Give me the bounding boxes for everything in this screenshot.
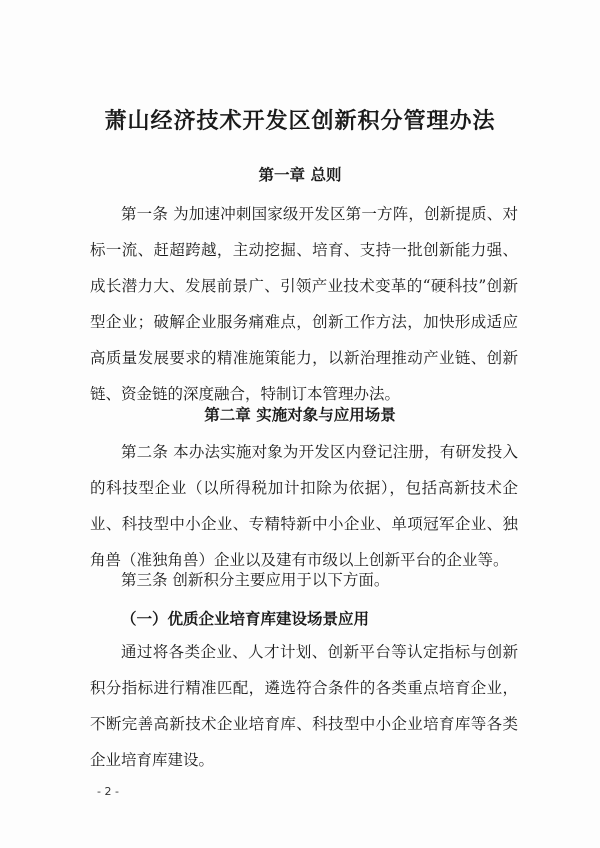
section-heading-1: （一）优质企业培育库建设场景应用 xyxy=(121,610,370,628)
page-number: - 2 - xyxy=(97,785,119,798)
article-2: 第二条 本办法实施对象为开发区内登记注册，有研发投入的科技型企业（以所得税加计扣除为依据），包括高新技术企业、科技型中小企业、专精特新中小企业、单项冠军企业、独角兽（准独角兽）企业以及建有市级以上创新平台的企业等。 xyxy=(90,443,518,569)
article-1: 第一条 为加速冲刺国家级开发区第一方阵，创新提质、对标一流、赶超跨越，主动挖掘、培育、支持一批创新能力强、成长潜力大、发展前景广、引领产业技术变革的“硬科技”创新型企业；破解企业服务痛难点，创新工作方法，加快形成适应高质量发展要求的精准施策能力，以新治理推动产业链、创新链、资金链的深度融合，特制订本管理办法。 xyxy=(90,205,518,403)
document-title: 萧山经济技术开发区创新积分管理办法 xyxy=(104,109,496,134)
chapter-heading-2: 第二章 实施对象与应用场景 xyxy=(204,406,396,424)
article-3: 第三条 创新积分主要应用于以下方面。 xyxy=(121,571,390,589)
chapter-heading-1: 第一章 总则 xyxy=(258,166,342,184)
section-1-body: 通过将各类企业、人才计划、创新平台等认定指标与创新积分指标进行精准匹配，遴选符合条件的各类重点培育企业，不断完善高新技术企业培育库、科技型中小企业培育库等各类企业培育库建设。 xyxy=(90,643,518,769)
